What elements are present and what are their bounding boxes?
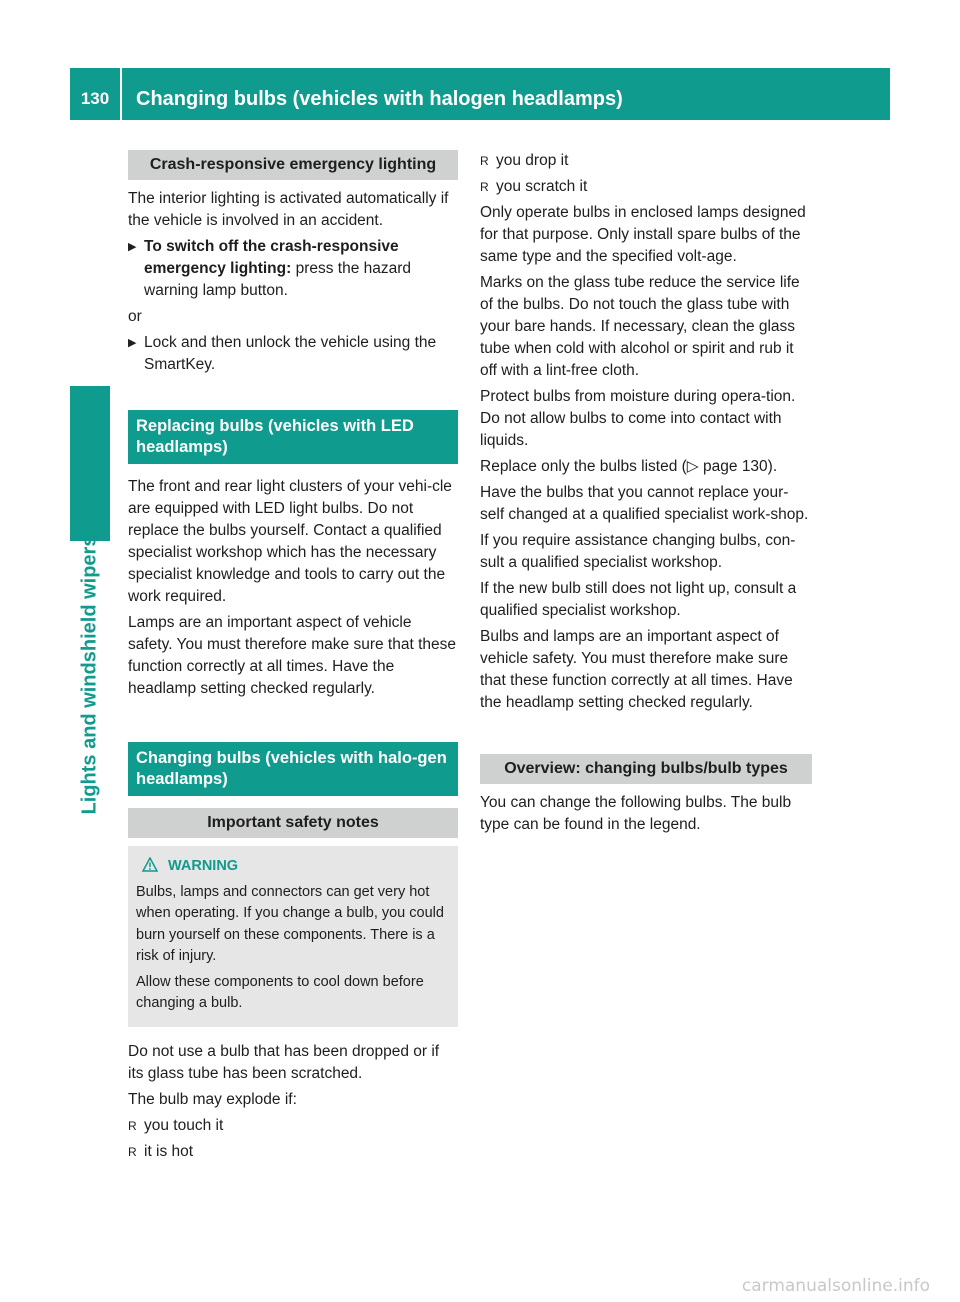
header-title: Changing bulbs (vehicles with halogen headlamps) [136, 87, 623, 110]
bullet-icon: R [480, 180, 489, 194]
bullet-icon: R [128, 1118, 137, 1133]
list-item: R you touch it [128, 1115, 458, 1137]
sidebar [70, 120, 110, 815]
or-text: or [128, 308, 142, 325]
led-paragraph-2: Lamps are an important aspect of vehicle safety. You must therefore make sure that these function correctly at all times. Have the headlamp setting checked regularly. [128, 614, 456, 697]
warning-text-1: Bulbs, lamps and connectors can get very hot when operating. If you change a bulb, you could burn yourself on these components. There is a risk of injury. [136, 883, 444, 964]
right-paragraph-1: Only operate bulbs in enclosed lamps designed for that purpose. Only install spare bulbs of the same type and the specified volt-age. [480, 204, 806, 265]
list-item: R you scratch it [480, 176, 812, 198]
step-bold-text: To switch off the crash-responsive emergency lighting: [144, 238, 399, 277]
page-ref-link[interactable]: page 130). [698, 458, 778, 475]
right-column [480, 150, 812, 840]
right-paragraph-6: If you require assistance changing bulbs, con-sult a qualified specialist workshop. [480, 532, 796, 571]
led-paragraph-1: The front and rear light clusters of your vehi-cle are equipped with LED light bulbs. Do not replace the bulbs yourself. Contact a qualified specialist workshop which has the necessary specialist knowledge and tools to carry out the work required. [128, 478, 452, 605]
page-header [70, 68, 890, 120]
crash-paragraph: The interior lighting is activated automatically if the vehicle is involved in an accident. [128, 190, 449, 229]
list-item: R you drop it [480, 150, 812, 172]
heading-led-bulbs: Replacing bulbs (vehicles with LED headlamps) [128, 410, 458, 464]
overview-paragraph: You can change the following bulbs. The bulb type can be found in the legend. [480, 794, 792, 833]
right-paragraph-8: Bulbs and lamps are an important aspect of vehicle safety. You must therefore make sure that these function correctly at all times. Have the headlamp setting checked regularly. [480, 628, 793, 711]
heading-crash-lighting: Crash-responsive emergency lighting [128, 150, 458, 180]
list-item: R it is hot [128, 1141, 458, 1163]
heading-overview: Overview: changing bulbs/bulb types [480, 754, 812, 784]
step-text: Lock and then unlock the vehicle using the SmartKey. [144, 334, 437, 373]
step-text: press the hazard warning lamp button. [144, 260, 412, 299]
step-item [128, 332, 458, 376]
right-paragraph-2: Marks on the glass tube reduce the service life of the bulbs. Do not touch the glass tube with your bare hands. If necessary, clean the glass tube when cold with alcohol or spirit and rub it off with a lint-free cloth. [480, 274, 800, 379]
step-item [128, 236, 458, 302]
drop-paragraph: Do not use a bulb that has been dropped or if its glass tube has been scratched. [128, 1042, 440, 1082]
warning-title: WARNING [136, 856, 450, 878]
sidebar-marker [70, 386, 110, 541]
warning-triangle-icon [142, 857, 158, 880]
step-arrow-icon: ▶ [128, 337, 137, 349]
heading-halogen-bulbs: Changing bulbs (vehicles with halo-gen headlamps) [128, 742, 458, 796]
heading-safety-notes: Important safety notes [128, 808, 458, 838]
bullet-icon: R [128, 1144, 137, 1159]
warning-box [128, 846, 458, 1027]
right-paragraph-7: If the new bulb still does not light up, consult a qualified specialist workshop. [480, 580, 797, 619]
watermark: carmanualsonline.info [741, 1276, 930, 1296]
bullet-icon: R [480, 154, 489, 168]
warning-text-2: Allow these components to cool down before changing a bulb. [136, 973, 424, 1011]
explode-paragraph: The bulb may explode if: [128, 1090, 297, 1108]
right-paragraph-4: Replace only the bulbs listed (▷ page 130). [480, 458, 778, 475]
left-column [128, 150, 458, 1167]
right-paragraph-5: Have the bulbs that you cannot replace your-self changed at a qualified specialist work-shop. [480, 484, 809, 523]
sidebar-chapter-label: Lights and windshield wipers [78, 535, 101, 815]
page-ref-arrow-icon: ▷ [686, 458, 699, 475]
page-number: 130 [70, 68, 122, 120]
right-paragraph-3: Protect bulbs from moisture during opera-tion. Do not allow bulbs to come into contact with liquids. [480, 388, 796, 449]
step-arrow-icon: ▶ [128, 241, 137, 253]
